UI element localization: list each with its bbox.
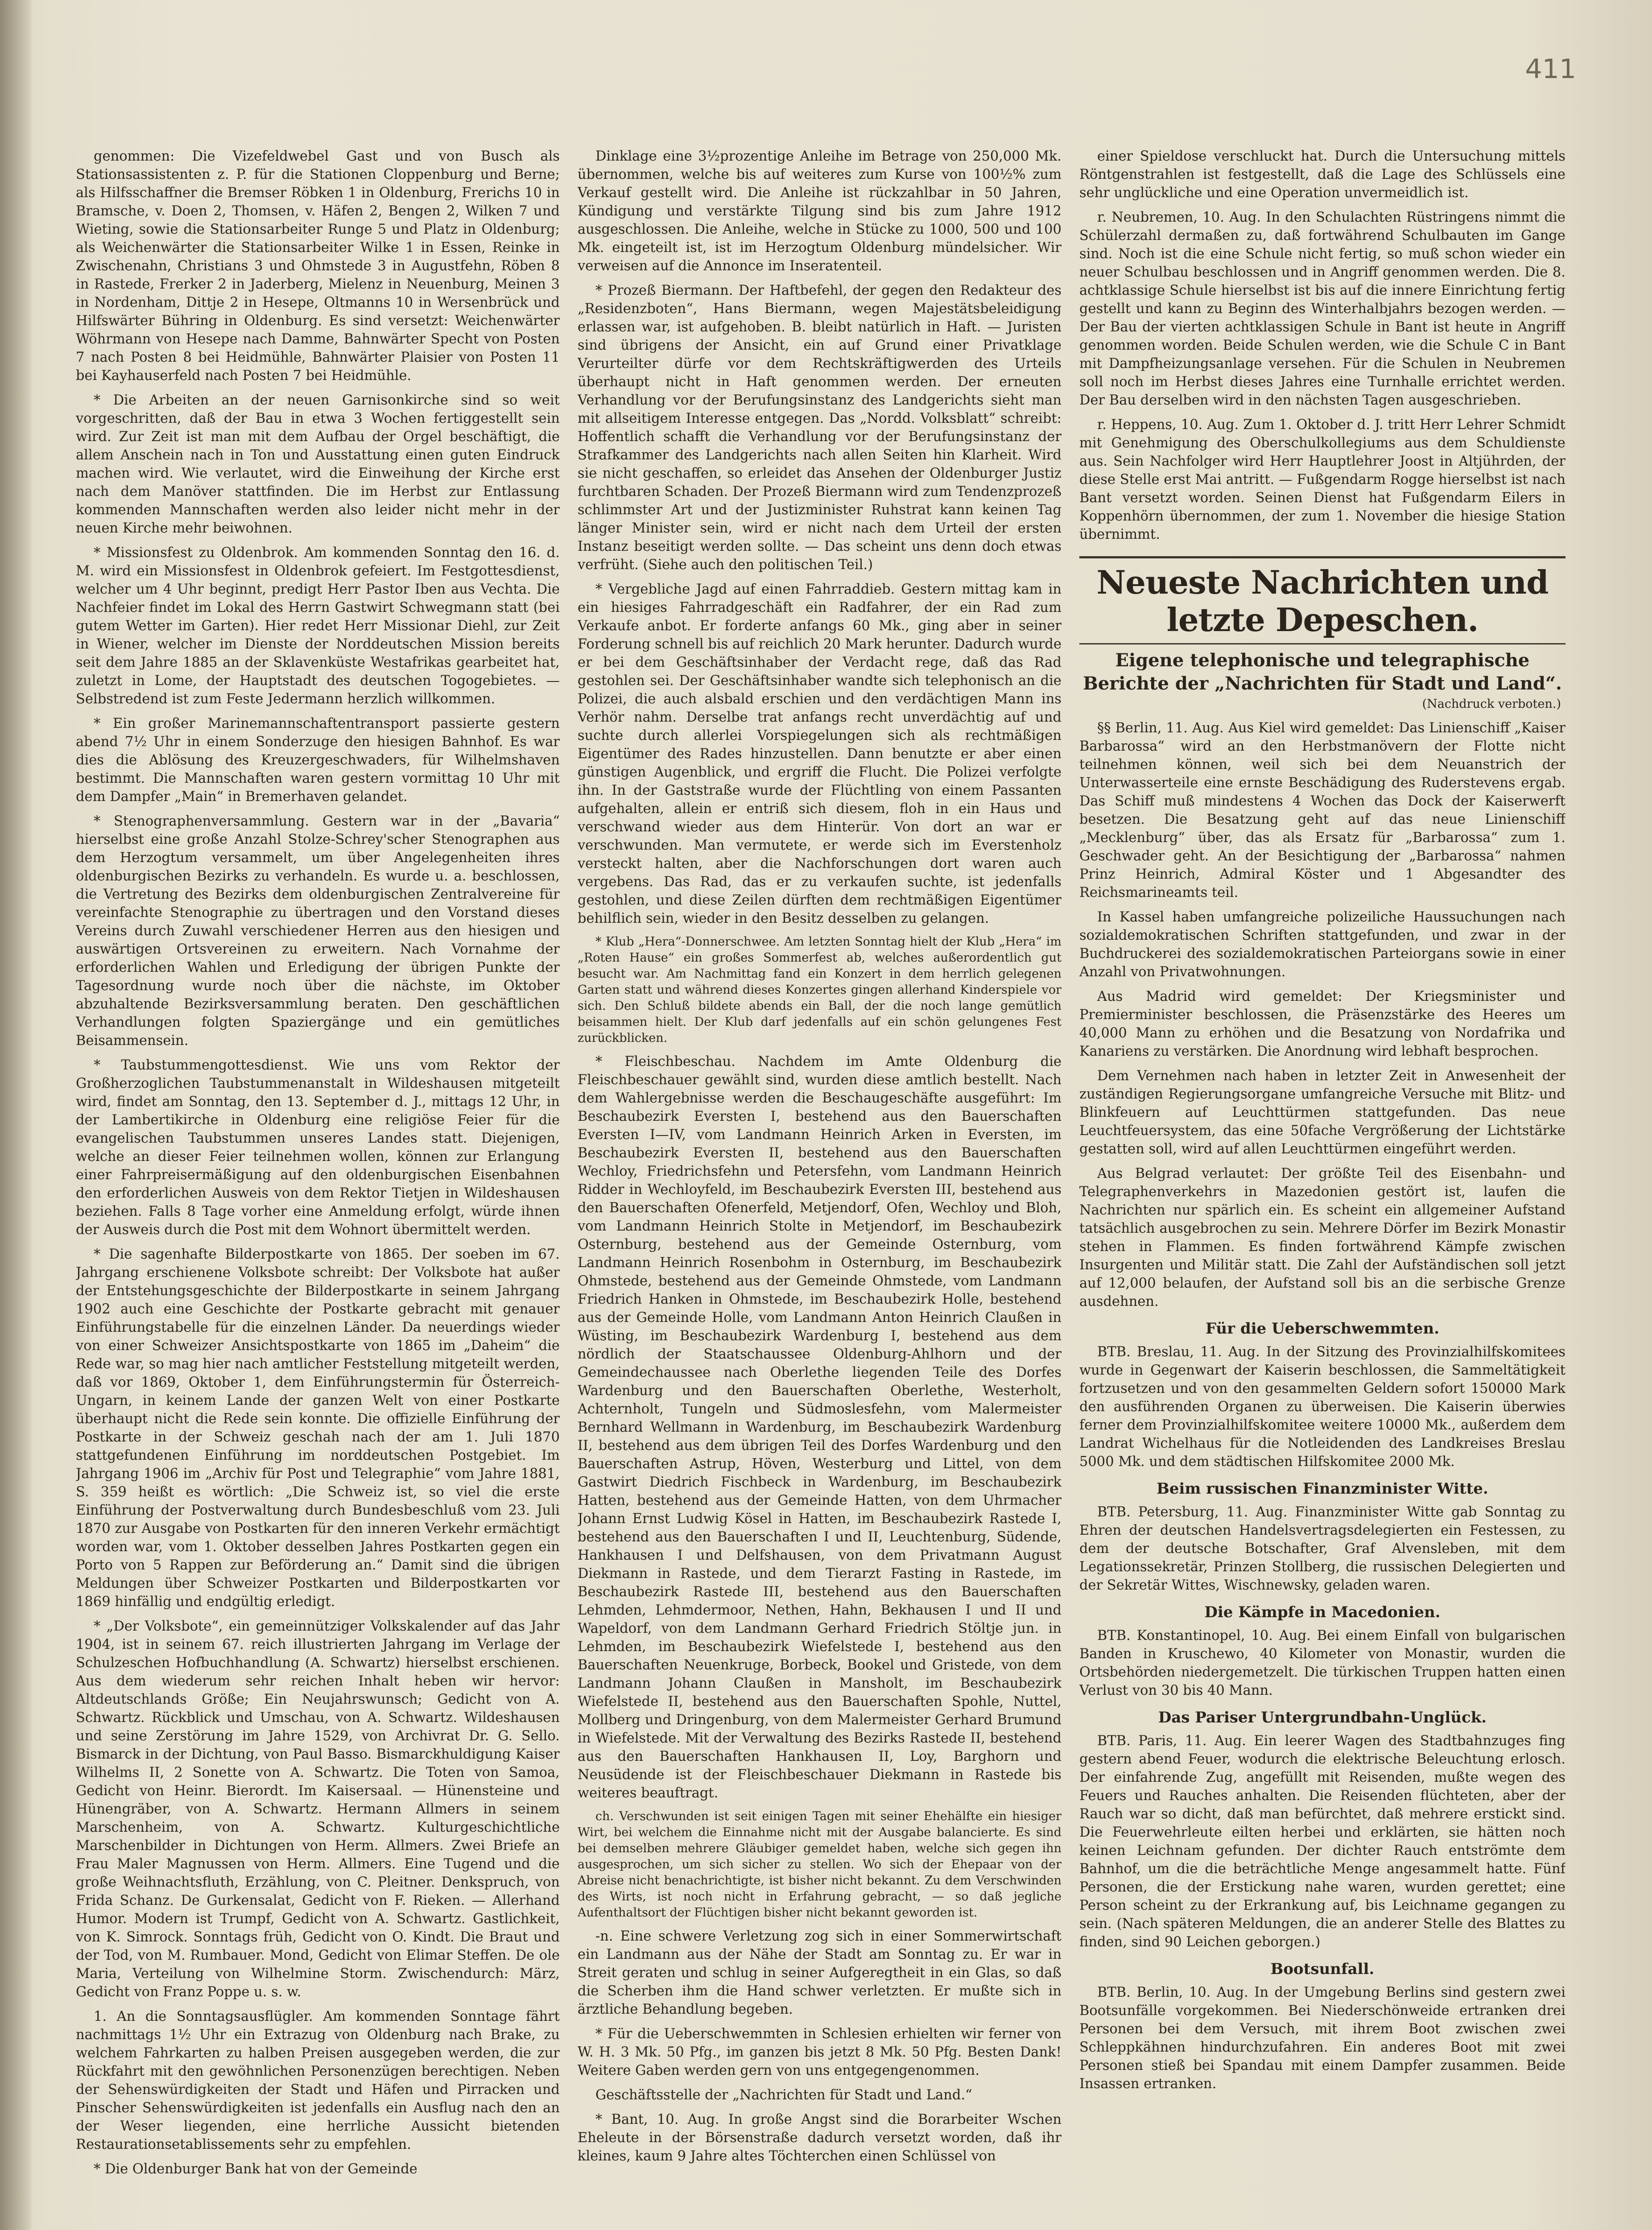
column-2 <box>578 147 1061 2230</box>
article-paragraph: BTB. Berlin, 10. Aug. In der Umgebung Berlins sind gestern zwei Bootsunfälle vorgekommen. Bei Niederschönweide ertranken drei Personen bei dem Versuch, mit ihrem Boot zwischen zwei Schleppkähnen hindurchzufahren. Ein anderes Boot mit zwei Personen stieß bei Spandau mit einem Dampfer zusammen. Beide Insassen ertranken. <box>1079 1985 1565 2092</box>
article-paragraph: * Bant, 10. Aug. In große Angst sind die Borarbeiter Wschen Eheleute in der Börsenstraße dadurch versetzt worden, daß ihr kleines, kaum 9 Jahre altes Töchterchen einen Schlüssel von <box>578 2112 1061 2164</box>
article-paragraph: §§ Berlin, 11. Aug. Aus Kiel wird gemeldet: Das Linienschiff „Kaiser Barbarossa“ wird an den Herbstmanövern der Flotte nicht teilnehmen können, weil sich bei dem Neuanstrich der Unterwasserteile eine ernste Beschädigung des Ruderstevens ergab. Das Schiff muß mindestens 4 Wochen das Dock der Kaiserwerft besetzen. Die Besatzung geht auf das neue Linienschiff „Mecklenburg“ über, das als Ersatz für „Barbarossa“ zum 1. Geschwader geht. An der Besichtigung der „Barbarossa“ nahmen Prinz Heinrich, Admiral Köster und 1 Abgesandter des Reichsmarineamts teil. <box>1079 720 1565 900</box>
article-paragraph: * „Der Volksbote“, ein gemeinnütziger Volkskalender auf das Jahr 1904, ist in seinem 67. reich illustrierten Jahrgang im Verlage der Schulzeschen Hofbuchhandlung (A. Schwartz) hierselbst erschienen. Aus dem wiederum sehr reichen Inhalt heben wir hervor: Altdeutschlands Größe; Ein Neujahrswunsch; Gedicht von A. Schwartz. Rückblick und Umschau, von A. Schwartz. Wildeshausen und seine Zerstörung im Jahre 1529, von Archivrat Dr. G. Sello. Bismarck in der Dichtung, von Paul Basso. Bismarckhuldigung Kaiser Wilhelms II, 2 Sonette von A. Schwartz. Die Toten von Samoa, Gedicht von Heinr. Bierordt. Im Kaisersaal. — Hünensteine und Hünengräber, von A. Schwartz. Hermann Allmers in seinem Marschenheim, von A. Schwartz. Kulturgeschichtliche Marschenbilder in Dichtungen von Herm. Allmers. Zwei Briefe an Frau Maler Magnussen von Herm. Allmers. Eine Tugend und die große Weihnachtsfluth, Erzählung, von C. Pleitner. Denkspruch, von Frida Schanz. De Gurkensalat, Gedicht von F. Rieken. — Allerhand Humor. Modern ist Trumpf, Gedicht von A. Schwartz. Gastlichkeit, von K. Simrock. Sonntags früh, Gedicht von O. Kindt. Die Braut und der Tod, von M. Rumbauer. Mond, Gedicht von Elimar Steffen. De ole Maria, Verteilung von Wilhelmine Storm. Zwischendurch: März, Gedicht von Franz Poppe u. s. w. <box>76 1619 560 2000</box>
article-paragraph: * Für die Ueberschwemmten in Schlesien erhielten wir ferner von W. H. 3 Mk. 50 Pfg., im ganzen bis jetzt 8 Mk. 50 Pfg. Besten Dank! Weitere Gaben werden gern von uns entgegengenommen. <box>578 2026 1061 2078</box>
section-title: Beim russischen Finanzminister Witte. <box>1156 1480 1488 1498</box>
news-headline: Neueste Nachrichten und letzte Depeschen. <box>1079 556 1565 644</box>
article-paragraph: Geschäftsstelle der „Nachrichten für Stadt und Land.“ <box>595 2087 972 2103</box>
article-paragraph: * Die Arbeiten an der neuen Garnisonkirche sind so weit vorgeschritten, daß der Bau in etwa 3 Wochen fertiggestellt sein wird. Zur Zeit ist man mit dem Aufbau der Orgel beschäftigt, die allem Anschein nach in Ton und Ausstattung einen guten Eindruck machen wird. Wie verlautet, wird die Einweihung der Kirche erst nach dem Manöver stattfinden. Die im Herbst zur Entlassung kommenden Mannschaften werden also leider nicht mehr in der neuen Kirche mehr beiwohnen. <box>76 392 560 536</box>
section-title: Für die Ueberschwemmten. <box>1205 1320 1440 1338</box>
article-paragraph: r. Heppens, 10. Aug. Zum 1. Oktober d. J. tritt Herr Lehrer Schmidt mit Genehmigung des Oberschulkollegiums aus dem Schuldienste aus. Sein Nachfolger wird Herr Hauptlehrer Joost in Altjührden, der diese Stelle erst Mai antritt. — Fußgendarm Rogge hierselbst ist nach Bant versetzt worden. Seinen Dienst hat Fußgendarm Eilers in Koppenhörn übernommen, der zum 1. November die hiesige Station übernimmt. <box>1079 417 1565 542</box>
news-subheadline: Eigene telephonische und telegraphische Berichte der „Nachrichten für Stadt und Land“. <box>1083 650 1562 694</box>
article-paragraph: * Klub „Hera“-Donnerschwee. Am letzten Sonntag hielt der Klub „Hera“ im „Roten Hause“ ein großes Sommerfest ab, welches außerordentlich gut besucht war. Am Nachmittag fand ein Konzert in dem herrlich gelegenen Garten statt und während dieses Konzertes gingen allerhand Kinderspiele vor sich. Den Schluß bildete abends ein Ball, der die noch lange gemütlich beisammen hielt. Der Klub darf jedenfalls auf ein schön gelungenes Fest zurückblicken. <box>578 935 1061 1045</box>
article-columns <box>76 147 1565 2230</box>
column-3 <box>1079 147 1565 2230</box>
article-paragraph: Dinklage eine 3½prozentige Anleihe im Betrage von 250,000 Mk. übernommen, welche bis auf weiteres zum Kurse von 100½% zum Verkauf gestellt wird. Die Anleihe ist rückzahlbar in 50 Jahren, Kündigung und verstärkte Tilgung sind bis zum Jahre 1912 ausgeschlossen. Die Anleihe, welche in Stücke zu 1000, 500 und 100 Mk. eingeteilt ist, ist im Herzogtum Oldenburg mündelsicher. Wir verweisen auf die Annonce im Inseratenteil. <box>578 149 1061 274</box>
article-paragraph: Aus Madrid wird gemeldet: Der Kriegsminister und Premierminister beschlossen, die Präsenzstärke des Heeres um 40,000 Mann zu erhöhen und die Besatzung von Nordafrika und Kanariens zu verstärken. Die Anordnung wird lebhaft besprochen. <box>1079 989 1565 1059</box>
article-paragraph: * Die sagenhafte Bilderpostkarte von 1865. Der soeben im 67. Jahrgang erschienene Volksbote schreibt: Der Volksbote hat außer der Entstehungsgeschichte der Bilderpostkarte in seinem Jahrgang 1902 auch eine Geschichte der Postkarte gebracht mit genauer Einführungstabelle für die einzelnen Länder. Da neuerdings wieder von einer Schweizer Ansichtspostkarte von 1865 im „Daheim“ die Rede war, so mag hier nach amtlicher Feststellung mitgeteilt werden, daß vor 1869, Oktober 1, dem Einführungstermin für Österreich-Ungarn, in keinem Lande der ganzen Welt von einer Postkarte überhaupt nicht die Rede sein konnte. Die offizielle Einführung der Postkarte in der Schweiz geschah nach der am 1. Juli 1870 stattgefundenen Einführung im norddeutschen Postgebiet. Im Jahrgang 1906 im „Archiv für Post und Telegraphie“ vom Jahre 1881, S. 359 heißt es wörtlich: „Die Schweiz ist, so viel die erste Einführung der Postverwaltung durch Bundesbeschluß vom 23. Juli 1870 zur Ausgabe von Postkarten für den inneren Verkehr ermächtigt worden war, vom 1. Oktober desselben Jahres Postkarten gegen ein Porto von 5 Rappen zur Beförderung an.“ Damit sind die übrigen Meldungen über Schweizer Postkarten und Bilderpostkarten vor 1869 hinfällig und endgültig erledigt. <box>76 1247 560 1610</box>
article-paragraph: * Taubstummengottesdienst. Wie uns vom Rektor der Großherzoglichen Taubstummenanstalt in Wildeshausen mitgeteilt wird, findet am Sonntag, den 13. September d. J., mittags 12 Uhr, in der Lambertikirche in Oldenburg eine religiöse Feier für die evangelischen Taubstummen unseres Landes statt. Diejenigen, welche an dieser Feier teilnehmen wollen, können zur Erlangung einer Fahrpreisermäßigung auf den oldenburgischen Eisenbahnen den erforderlichen Ausweis von dem Rektor Tietjen in Wildeshausen beziehen. Falls 8 Tage vorher eine Anmeldung erfolgt, würde ihnen der Ausweis durch die Post mit dem Wohnort übermittelt werden. <box>76 1057 560 1238</box>
article-paragraph: 1. An die Sonntagsausflügler. Am kommenden Sonntage fährt nachmittags 1½ Uhr ein Extrazug von Oldenburg nach Brake, zu welchem Fahrkarten zu halben Preisen ausgegeben werden, die zur Rückfahrt mit den gewöhnlichen Personenzügen berechtigen. Neben der Sehenswürdigkeiten der Stadt und Häfen und Pirracken und Pinscher Sehenswürdigkeiten ist jedenfalls ein Ausflug nach den an der Weser liegenden, eine herrliche Aussicht bietenden Restaurationsetablissements sehr zu empfehlen. <box>76 2009 560 2152</box>
article-paragraph: ch. Verschwunden ist seit einigen Tagen mit seiner Ehehälfte ein hiesiger Wirt, bei welchem die Einnahme nicht mit der Ausgabe balancierte. Es sind bei demselben mehrere Gläubiger gemeldet haben, welche sich gegen ihn ausgesprochen, um sich sicher zu stellen. Wo sich der Ehepaar von der Abreise nicht benachrichtigte, ist bisher nicht bekannt. Zu dem Verschwinden des Wirts, ist noch nicht in Erfahrung gebracht, — so daß jegliche Aufenthaltsort der Flüchtigen bisher nicht bekannt geworden ist. <box>578 1809 1061 1920</box>
article-paragraph: * Stenographenversammlung. Gestern war in der „Bavaria“ hierselbst eine große Anzahl Stolze-Schrey'scher Stenographen aus dem Herzogtum versammelt, um über Angelegenheiten ihres oldenburgischen Bezirks zu verhandeln. Es wurde u. a. beschlossen, die Vertretung des Bezirks dem oldenburgischen Zentralvereine für vereinfachte Stenographie zu übertragen und den Vorstand dieses Vereins durch Zuwahl verschiedener Herren aus den hiesigen und auswärtigen Ortsvereinen zu erweitern. Nach Vornahme der erforderlichen Wahlen und Erledigung der übrigen Punkte der Tagesordnung wurde noch über die nächste, im Oktober abzuhaltende Bezirksversammlung beraten. Den geschäftlichen Verhandlungen folgten Spaziergänge und ein gemütliches Beisammensein. <box>76 814 560 1049</box>
article-paragraph: * Die Oldenburger Bank hat von der Gemeinde <box>94 2161 417 2177</box>
article-paragraph: BTB. Paris, 11. Aug. Ein leerer Wagen des Stadtbahnzuges fing gestern abend Feuer, wodurch die elektrische Beleuchtung erlosch. Der einfahrende Zug, angefüllt mit Reisenden, mußte wegen des Feuers und Rauches anhalten. Die Reisenden flüchteten, aber der Rauch war so dicht, daß man befürchtet, daß mehrere erstickt sind. Die Feuerwehrleute eilten herbei und erklärten, sie hätten noch keinen Leichnam gefunden. Der dichter Rauch entströmte dem Bahnhof, um die die beträchtliche Menge angesammelt hatte. Fünf Personen, die der Erstickung nahe waren, wurden gerettet; eine Person scheint zu der Erkrankung auf, bis Leichname gegangen zu sein. (Nach späteren Meldungen, die an anderer Stelle des Blattes zu finden, sind 90 Leichen geborgen.) <box>1079 1733 1565 1950</box>
article-paragraph: BTB. Konstantinopel, 10. Aug. Bei einem Einfall von bulgarischen Banden in Kruschewo, 40 Kilometer von Monastir, wurden die Ortsbehörden niedergemetzelt. Die türkischen Truppen hatten einen Verlust von 30 bis 40 Mann. <box>1079 1628 1565 1698</box>
column-1 <box>76 147 560 2230</box>
section-title: Die Kämpfe in Macedonien. <box>1204 1603 1441 1621</box>
article-paragraph: einer Spieldose verschluckt hat. Durch die Untersuchung mittels Röntgenstrahlen ist festgestellt, daß die Lage des Schlüssels eine sehr unglückliche und eine Operation unvermeidlich ist. <box>1079 149 1565 201</box>
binding-gutter <box>0 0 31 2230</box>
article-paragraph: In Kassel haben umfangreiche polizeiliche Haussuchungen nach sozialdemokratischen Schriften stattgefunden, und zwar in der Buchdruckerei des sozialdemokratischen Parteiorgans sowie in einer Anzahl von Privatwohnungen. <box>1079 909 1565 980</box>
article-paragraph: Dem Vernehmen nach haben in letzter Zeit in Anwesenheit der zuständigen Regierungsorgane umfangreiche Versuche mit Blitz- und Blinkfeuern auf Leuchttürmen stattgefunden. Das neue Leuchtfeuersystem, das eine 50fache Vergrößerung der Lichtstärke gestatten soll, wird auf allen Leuchttürmen eingeführt werden. <box>1079 1068 1565 1157</box>
article-paragraph: Aus Belgrad verlautet: Der größte Teil des Eisenbahn- und Telegraphenverkehrs in Mazedonien gestört ist, laufen die Nachrichten nur spärlich ein. Es scheint ein allgemeiner Aufstand tatsächlich ausgebrochen zu sein. Mehrere Dörfer im Bezirk Monastir stehen in Flammen. Es finden fortwährend Kämpfe zwischen Insurgenten und Militär statt. Die Zahl der Aufständischen soll jetzt auf 12,000 belaufen, der Aufstand soll bis an die serbische Grenze ausdehnen. <box>1079 1166 1565 1309</box>
article-paragraph: r. Neubremen, 10. Aug. In den Schulachten Rüstringens nimmt die Schülerzahl dermaßen zu, daß fortwährend Schulbauten im Gange sind. Noch ist die eine Schule nicht fertig, so muß schon wieder ein neuer Schulbau beschlossen und in Angriff genommen werden. Die 8. achtklassige Schule hierselbst ist bis auf die innere Einrichtung fertig gestellt und kann zu Beginn des Winterhalbjahrs bezogen werden. — Der Bau der vierten achtklassigen Schule in Bant ist heute in Angriff genommen worden. Beide Schulen werden, wie die Schule C in Bant mit Dampfheizungsanlage versehen. Für die Schulen in Neubremen soll noch im Herbst dieses Jahres eine Turnhalle errichtet werden. Der Bau derselben wird in den nächsten Tagen ausgeschrieben. <box>1079 210 1565 408</box>
section-title: Bootsunfall. <box>1270 1960 1375 1978</box>
section-title: Das Pariser Untergrundbahn-Unglück. <box>1158 1709 1487 1726</box>
reprint-note: (Nachdruck verboten.) <box>1422 697 1561 711</box>
article-paragraph: * Ein großer Marinemannschaftentransport passierte gestern abend 7½ Uhr in einem Sonderzuge den hiesigen Bahnhof. Es war dies die Ablösung des Kreuzergeschwaders, für Wilhelmshaven bestimmt. Die Mannschaften waren gestern vormittag 10 Uhr mit dem Dampfer „Main“ in Bremerhaven gelandet. <box>76 716 560 805</box>
article-paragraph: genommen: Die Vizefeldwebel Gast und von Busch als Stationsassistenten z. P. für die Stationen Cloppenburg und Berne; als Hilfsschaffner die Bremser Röbken 1 in Oldenburg, Frerichs 10 in Bramsche, v. Doen 2, Thomsen, v. Häfen 2, Bengen 2, Wilken 7 und Wieting, sowie die Stationsarbeiter Runge 5 und Platz in Oldenburg; als Weichenwärter die Stationsarbeiter Wilke 1 in Essen, Reinke in Zwischenahn, Christians 3 und Ohmstede 3 in Augustfehn, Röben 8 in Rastede, Frerker 2 in Jaderberg, Mielenz in Neuenburg, Meinen 3 in Nordenham, Dittje 2 in Hesepe, Oltmanns 10 in Wersenbrück und Hilfswärter Bühring in Oldenburg. Es sind versetzt: Weichenwärter Wöhrmann von Hesepe nach Damme, Bahnwärter Specht von Posten 7 nach Posten 8 bei Heidmühle, Bahnwärter Plaisier von Posten 11 bei Kayhauserfeld nach Posten 7 bei Heidmühle. <box>76 149 560 384</box>
article-paragraph: * Missionsfest zu Oldenbrok. Am kommenden Sonntag den 16. d. M. wird ein Missionsfest in Oldenbrok gefeiert. Im Festgottesdienst, welcher um 4 Uhr beginnt, predigt Herr Pastor Iben aus Vechta. Die Nachfeier findet im Lokal des Herrn Gastwirt Schwegmann statt (bei gutem Wetter im Garten). Hier redet Herr Missionar Diehl, zur Zeit in Wiener, welcher im Dienste der Norddeutschen Mission bereits seit dem Jahre 1885 an der Sklavenküste Westafrikas gearbeitet hat, zuletzt in Lome, der Hauptstadt des deutschen Togogebietes. — Selbstredend ist zum Feste Jedermann herzlich willkommen. <box>76 545 560 707</box>
article-paragraph: * Prozeß Biermann. Der Haftbefehl, der gegen den Redakteur des „Residenzboten“, Hans Biermann, wegen Majestätsbeleidigung erlassen war, ist aufgehoben. B. bleibt natürlich in Haft. — Juristen sind übrigens der Ansicht, ein auf Grund einer Privatklage Verurteilter dürfe vor dem Rechtskräftigwerden des Urteils überhaupt nicht in Haft genommen werden. Der erneuten Verhandlung vor der Berufungsinstanz des Landgerichts sieht man mit allseitigem Interesse entgegen. Das „Nordd. Volksblatt“ schreibt: Hoffentlich schafft die Verhandlung vor der Berufungsinstanz der Strafkammer des Landgerichts nach allen Seiten hin Klarheit. Wird sie nicht geschaffen, so erleidet das Ansehen der Oldenburger Justiz furchtbaren Schaden. Der Prozeß Biermann wird zum Tendenzprozeß schlimmster Art und der Justizminister Ruhstrat kann keinen Tag länger Minister sein, wird er nicht nach dem Urteil der ersten Instanz beseitigt werden sollte. — Das scheint uns denn doch etwas verfrüht. (Siehe auch den politischen Teil.) <box>578 283 1061 573</box>
article-paragraph: * Fleischbeschau. Nachdem im Amte Oldenburg die Fleischbeschauer gewählt sind, wurden diese amtlich bestellt. Nach dem Wahlergebnisse werden die Beschaugeschäfte ausgeführt: Im Beschaubezirk Eversten I, bestehend aus den Bauerschaften Eversten I—IV, vom Landmann Heinrich Arken in Eversten, im Beschaubezirk Eversten II, bestehend aus den Bauerschaften Wechloy, Friedrichsfehn und Petersfehn, vom Landmann Heinrich Ridder in Wechloyfeld, im Beschaubezirk Eversten III, bestehend aus den Bauerschaften Ofenerfeld, Metjendorf, Ofen, Wechloy und Bloh, vom Landmann Heinrich Stolte in Metjendorf, im Beschaubezirk Osternburg, bestehend aus der Gemeinde Osternburg, vom Landmann Heinrich Rosenbohm in Osternburg, im Beschaubezirk Ohmstede, bestehend aus der Gemeinde Ohmstede, vom Landmann Friedrich Hanken in Ohmstede, im Beschaubezirk Holle, bestehend aus der Gemeinde Holle, vom Landmann Anton Heinrich Claußen in Wüsting, im Beschaubezirk Wardenburg I, bestehend aus dem nördlich der Staatschaussee Oldenburg-Ahlhorn und der Gemeindechaussee nach Oberlethe liegenden Teile des Dorfes Wardenburg und den Bauerschaften Oberlethe, Westerholt, Achternholt, Tungeln und Südmoslesfehn, vom Malermeister Bernhard Wellmann in Wardenburg, im Beschaubezirk Wardenburg II, bestehend aus dem übrigen Teil des Dorfes Wardenburg und den Bauerschaften Astrup, Höven, Westerburg und Littel, von dem Gastwirt Diedrich Fischbeck in Wardenburg, im Beschaubezirk Hatten, bestehend aus der Gemeinde Hatten, von dem Uhrmacher Johann Ernst Ludwig Kösel in Hatten, im Beschaubezirk Rastede I, bestehend aus den Bauerschaften I und II, Leuchtenburg, Südende, Hankhausen I und Delfshausen, von dem Privatmann August Diekmann in Rastede, und dem Tierarzt Fasting in Rastede, im Beschaubezirk Rastede III, bestehend aus den Bauerschaften Lehmden, Lehmdermoor, Nethen, Hahn, Bekhausen I und II und Wapeldorf, von dem Landmann Gerhard Friedrich Stöltje jun. in Lehmden, im Beschaubezirk Wiefelstede I, bestehend aus den Bauerschaften Neuenkruge, Borbeck, Bookel und Gristede, von dem Landmann Johann Claußen in Mansholt, im Beschaubezirk Wiefelstede II, bestehend aus den Bauerschaften Spohle, Nuttel, Mollberg und Dringenburg, von dem Malermeister Gerhard Brumund in Wiefelstede. Mit der Verwaltung des Bezirks Rastede II, bestehend aus den Bauerschaften Hankhausen II, Loy, Barghorn und Neusüdende ist der Fleischbeschauer Diekmann in Rastede bis weiteres beauftragt. <box>578 1054 1061 1801</box>
page-number: 411 <box>1525 54 1576 85</box>
article-paragraph: BTB. Petersburg, 11. Aug. Finanzminister Witte gab Sonntag zu Ehren der deutschen Handelsvertragsdelegierten ein Festessen, zu dem der deutsche Botschafter, Graf Alvensleben, mit dem Legationssekretär, Prinzen Stollberg, die russischen Delegierten und der Sekretär Wittes, Wischnewsky, geladen waren. <box>1079 1504 1565 1593</box>
article-paragraph: BTB. Breslau, 11. Aug. In der Sitzung des Provinzialhilfskomitees wurde in Gegenwart der Kaiserin beschlossen, die Sammeltätigkeit fortzusetzen und von den gesammelten Geldern sofort 150000 Mark den ausführenden Organen zu überweisen. Die Kaiserin überwies ferner dem Provinzialhilfskomitee weitere 10000 Mk., außerdem dem Landrat Wichelhaus für die Notleidenden des Landkreises Breslau 5000 Mk. und dem städtischen Hilfskomitee 2000 Mk. <box>1079 1344 1565 1470</box>
article-paragraph: -n. Eine schwere Verletzung zog sich in einer Sommerwirtschaft ein Landmann aus der Nähe der Stadt am Sonntag zu. Er war in Streit geraten und schlug in seiner Aufgeregtheit in ein Glas, so daß die Scherben ihm die Hand schwer verletzten. Er mußte sich in ärztliche Behandlung begeben. <box>578 1929 1061 2017</box>
article-paragraph: * Vergebliche Jagd auf einen Fahrraddieb. Gestern mittag kam in ein hiesiges Fahrradgeschäft ein Radfahrer, der ein Rad zum Verkaufe anbot. Er forderte anfangs 60 Mk., ging aber in seiner Forderung schnell bis auf reichlich 20 Mark herunter. Dadurch wurde er bei dem Geschäftsinhaber der Verdacht rege, daß das Rad gestohlen sei. Der Geschäftsinhaber wandte sich telephonisch an die Polizei, die auch alsbald erschien und den verdächtigen Mann ins Verhör nahm. Derselbe trat anfangs recht unverdächtig auf und suchte durch allerlei Vorspiegelungen sich als rechtmäßigen Eigentümer des Rades hinzustellen. Dann benutzte er aber einen günstigen Augenblick, und ergriff die Flucht. Die Polizei verfolgte ihn. In der Gaststraße wurde der Flüchtling von einem Passanten aufgehalten, allein er entriß sich diesem, floh in ein Haus und verschwand wieder aus dem Hinterür. Von dort an war er verschwunden. Man vermutete, er werde sich im Everstenholz versteckt halten, aber die Nachforschungen dort waren auch vergebens. Das Rad, das er zu verkaufen suchte, ist jedenfalls gestohlen, und diese Zeilen dürften dem rechtmäßigen Eigentümer behilflich sein, wieder in den Besitz desselben zu gelangen. <box>578 582 1061 926</box>
